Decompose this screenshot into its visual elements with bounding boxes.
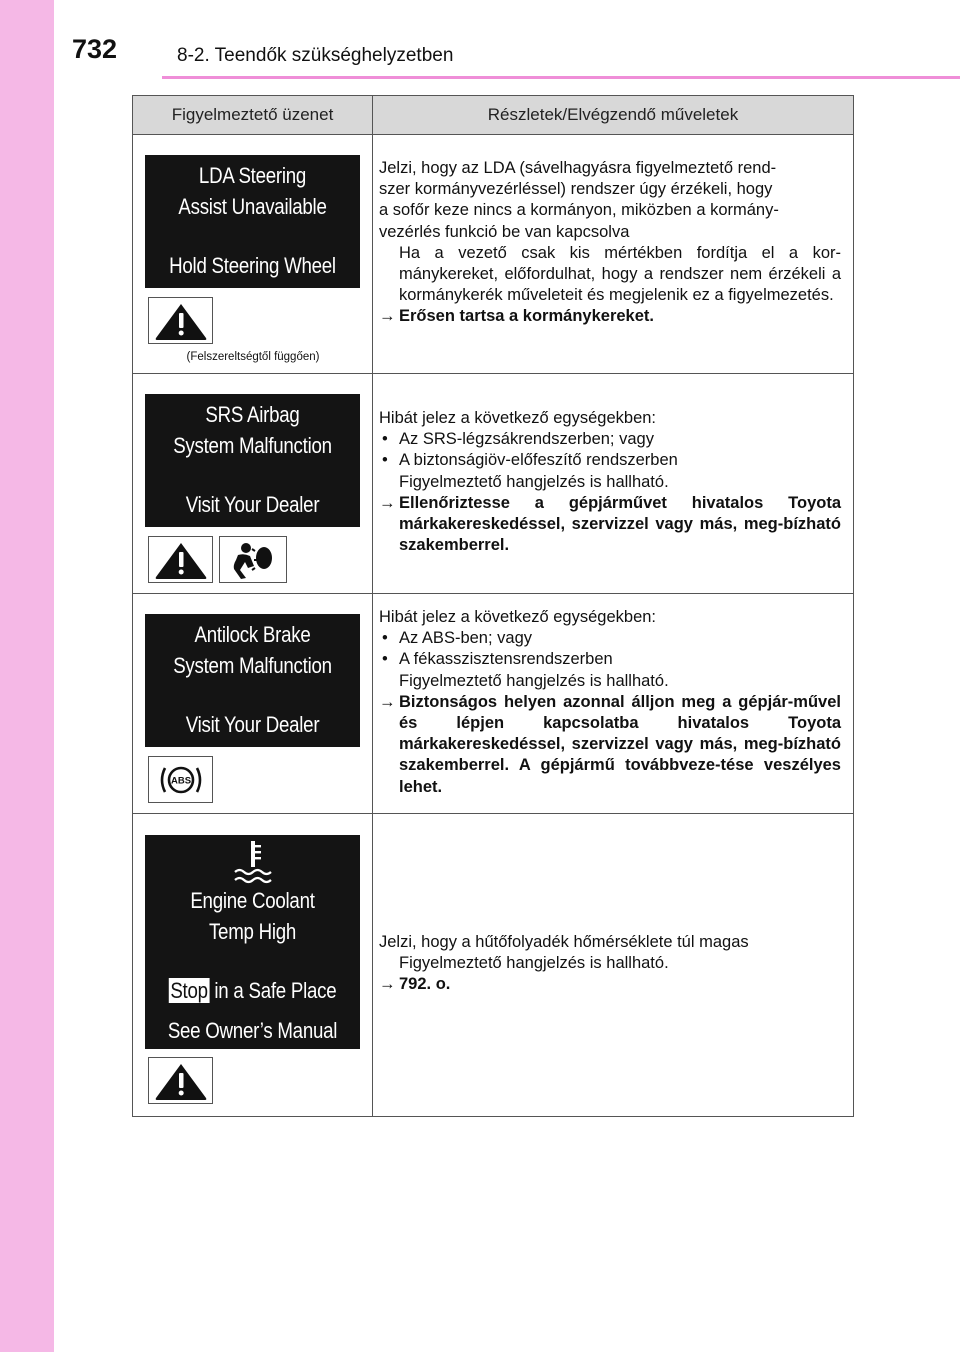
bullet-item: • A biztonságiöv-előfeszítő rendszerben (379, 450, 841, 471)
bullet-item: • Az SRS-légzsákrendszerben; vagy (379, 429, 841, 450)
airbag-icon-box (219, 536, 287, 583)
table-row (133, 374, 854, 594)
message-cell (133, 135, 373, 374)
screen-line: Antilock Brake (194, 622, 311, 647)
message-cell (133, 814, 373, 1117)
section-title: 8-2. Teendők szükséghelyzetben (177, 45, 454, 66)
screen-line: Visit Your Dealer (185, 712, 320, 737)
screen-line: SRS Airbag (205, 402, 300, 427)
description-line: szer kormányvezérléssel) rendszer úgy érzékeli, hogy (379, 180, 773, 199)
warning-triangle-icon (152, 540, 210, 580)
action-text (379, 692, 841, 798)
action-label: Erősen tartsa a kormánykereket. (399, 307, 654, 326)
column-header-details: Részletek/Elvégzendő műveletek (373, 96, 854, 135)
screen-line (161, 975, 344, 1006)
screen-spacer (161, 947, 344, 975)
warning-triangle-icon (152, 1061, 210, 1101)
details-cell (373, 594, 854, 814)
action-text (379, 493, 841, 557)
table-header-row (133, 96, 854, 135)
note-text: Ha a vezető csak kis mértékben fordítja el a kor-mánykereket, előfordulhat, hogy a rendszer nem érzékeli a kormánykerék műveleteit és megjelenik ez a figyelmezetés. (399, 243, 841, 305)
page-header (54, 0, 960, 80)
screen-line: LDA Steering (198, 163, 307, 188)
screen-line: System Malfunction (173, 433, 332, 458)
note-text: Figyelmeztető hangjelzés is hallható. (399, 472, 669, 491)
screen-line: Hold Steering Wheel (169, 253, 336, 278)
note-text: Figyelmeztető hangjelzés is hallható. (399, 954, 669, 973)
abs-icon-box (148, 756, 213, 803)
warning-icon-box (148, 536, 213, 583)
details-cell (373, 374, 854, 594)
warning-triangle-icon (152, 301, 210, 341)
equipment-caption: (Felszereltségtől függően) (186, 351, 320, 363)
description-line: a sofőr keze nincs a kormányon, miközben a kormány- (379, 201, 779, 220)
display-screen (145, 394, 360, 527)
description-intro: Hibát jelez a következő egységekben: (379, 608, 657, 626)
bullet-item: • A fékasszisztensrendszerben (379, 649, 841, 670)
description-line: vezérlés funkció be van kapcsolva (379, 222, 630, 241)
message-cell (133, 594, 373, 814)
screen-line: Engine Coolant (190, 888, 315, 913)
action-text (379, 974, 841, 995)
stop-highlight: Stop (170, 978, 208, 1003)
table-row (133, 135, 854, 374)
arrow-icon: → (379, 307, 396, 326)
abs-icon (154, 760, 208, 800)
description-intro: Hibát jelez a következő egységekben: (379, 409, 657, 427)
screen-spacer (161, 461, 344, 489)
description-intro: Jelzi, hogy a hűtőfolyadék hőmérséklete túl magas (379, 933, 749, 951)
screen-spacer (161, 222, 344, 250)
details-cell (373, 135, 854, 374)
screen-spacer (161, 681, 344, 709)
warning-message-table (132, 95, 854, 1117)
display-screen (145, 614, 360, 747)
description-line: Jelzi, hogy az LDA (sávelhagyásra figyelmeztető rend- (379, 159, 777, 177)
screen-line: System Malfunction (173, 653, 332, 678)
display-screen (145, 835, 360, 1049)
screen-line: Assist Unavailable (178, 194, 327, 219)
screen-line-rest: in a Safe Place (214, 978, 337, 1003)
details-cell (373, 814, 854, 1117)
bullet-item: • Az ABS-ben; vagy (379, 628, 841, 649)
abs-label: ABS (170, 775, 191, 786)
warning-icon-box (148, 1057, 213, 1104)
page-edge-tab (0, 0, 54, 1352)
message-cell (133, 374, 373, 594)
action-label: 792. o. (399, 975, 451, 994)
airbag-icon (230, 540, 276, 580)
table-row (133, 814, 854, 1117)
action-label: Biztonságos helyen azonnal álljon meg a gépjár-művel és lépjen kapcsolatba hivatalos Toyota márkakereskedéssel, szervizzel vagy más, meg-bízható szakemberrel. A gépjármű továbbveze-tése veszélyes lehet. (399, 692, 841, 796)
screen-line: Temp High (208, 919, 297, 944)
action-text (379, 306, 841, 327)
page-number: 732 (72, 34, 118, 64)
column-header-message: Figyelmeztető üzenet (133, 96, 373, 135)
header-rule (162, 76, 960, 79)
note-text: Figyelmeztető hangjelzés is hallható. (399, 671, 669, 690)
arrow-icon: → (379, 975, 396, 994)
action-label: Ellenőriztesse a gépjárművet hivatalos Toyota márkakereskedéssel, szervizzel vagy más, meg-bízható szakemberrel. (399, 493, 841, 555)
arrow-icon: → (379, 692, 396, 711)
screen-line: Visit Your Dealer (185, 492, 320, 517)
arrow-icon: → (379, 493, 396, 512)
table-row (133, 594, 854, 814)
display-screen (145, 155, 360, 288)
screen-line: See Owner’s Manual (167, 1018, 338, 1043)
warning-icon-box (148, 297, 213, 344)
coolant-temperature-icon (232, 839, 274, 885)
